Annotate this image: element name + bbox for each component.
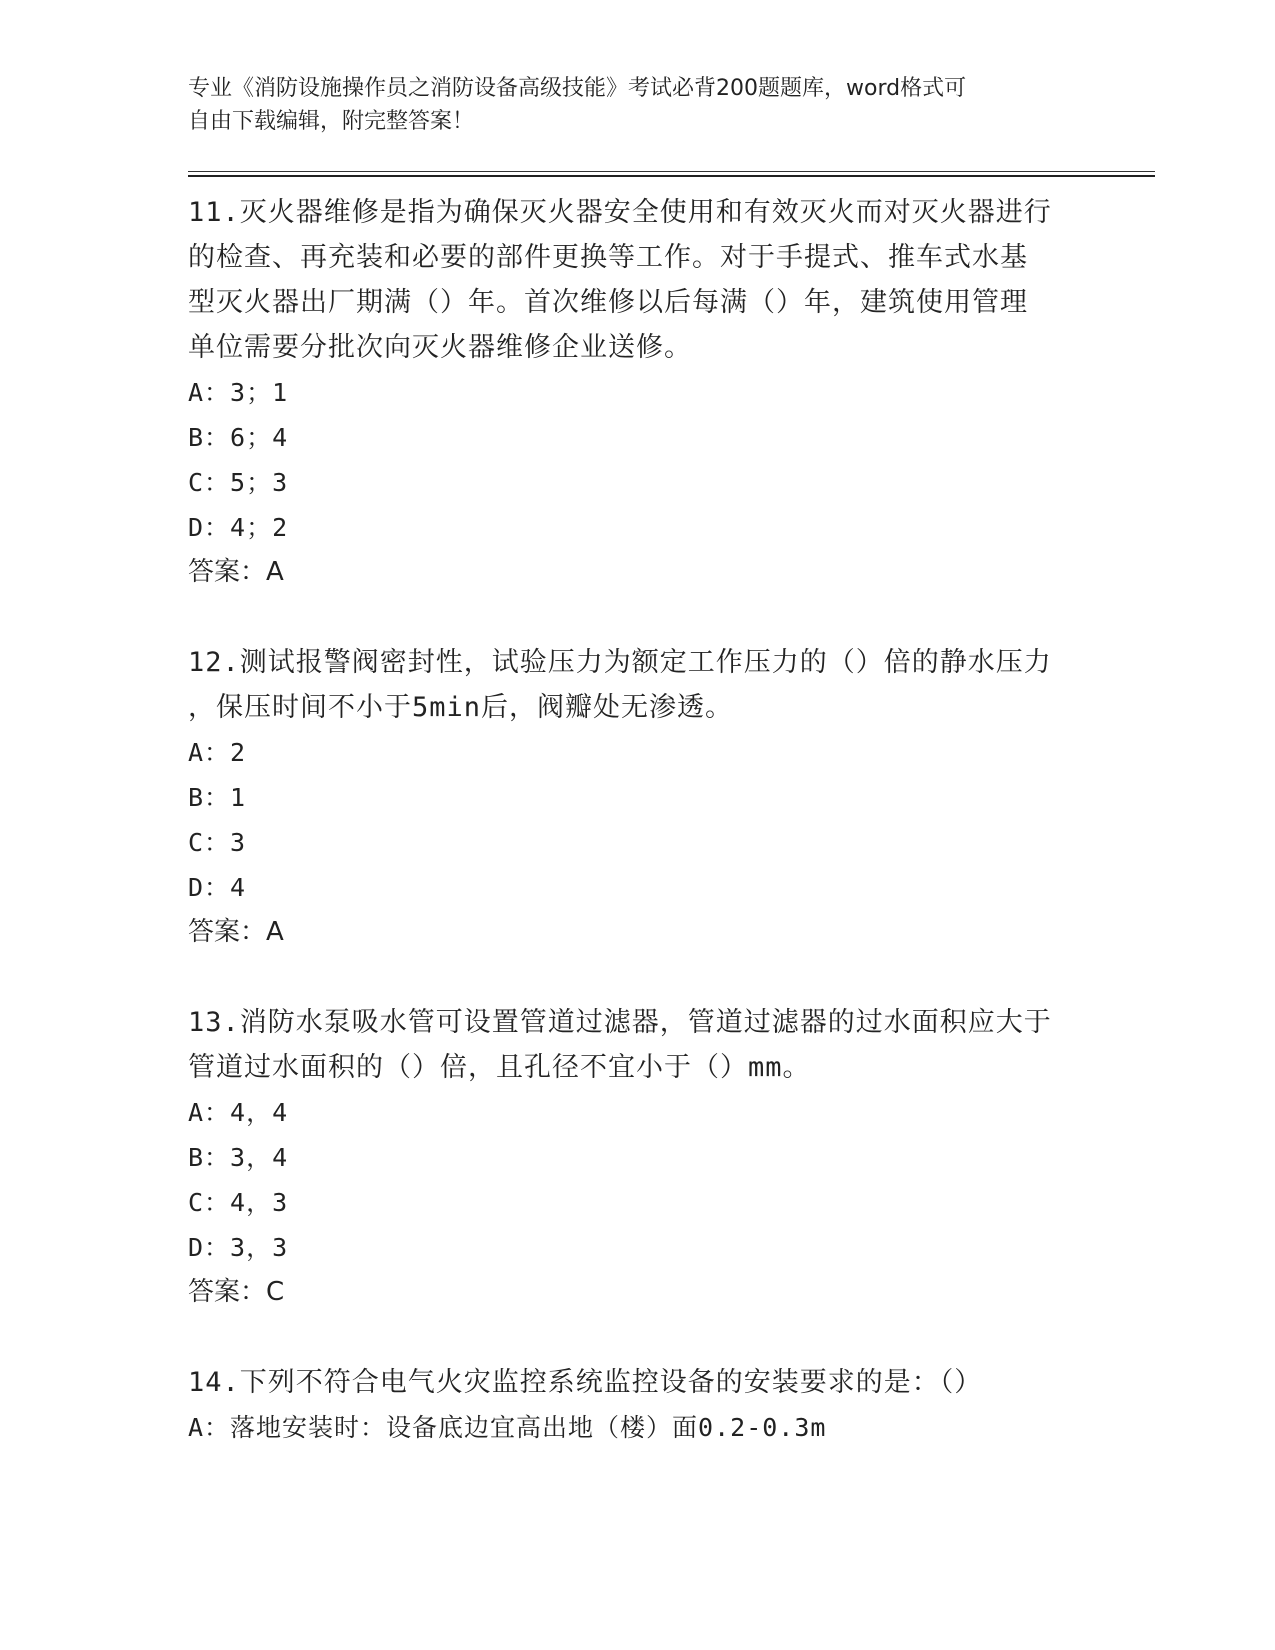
option-a: A：3；1 (188, 378, 289, 407)
answer-label: 答案：C (188, 1277, 285, 1307)
stem-line: 14.下列不符合电气火灾监控系统监控设备的安装要求的是：（） (188, 1367, 983, 1398)
question-14 (188, 1360, 1088, 1450)
header-line-1: 专业《消防设施操作员之消防设备高级技能》考试必背200题题库，word格式可 (188, 76, 967, 101)
answer-label: 答案：A (188, 557, 284, 587)
option-b: B：3，4 (188, 1143, 289, 1172)
option-a: A：4，4 (188, 1098, 289, 1127)
stem-line: 单位需要分批次向灭火器维修企业送修。 (188, 332, 692, 363)
stem-line: 11.灭火器维修是指为确保灭火器安全使用和有效灭火而对灭火器进行 (188, 197, 1052, 228)
header-line-2: 自由下载编辑，附完整答案！ (188, 109, 475, 134)
question-stem (188, 640, 1088, 730)
option-d: D：4；2 (188, 513, 289, 542)
stem-line: ，保压时间不小于5min后，阀瓣处无渗透。 (188, 692, 734, 723)
option-b: B：1 (188, 783, 247, 812)
question-stem (188, 190, 1088, 370)
option-c: C：4，3 (188, 1188, 289, 1217)
stem-line: 的检查、再充装和必要的部件更换等工作。对于手提式、推车式水基 (188, 242, 1028, 273)
question-stem (188, 1000, 1088, 1090)
question-12 (188, 640, 1088, 955)
option-c: C：5；3 (188, 468, 289, 497)
option-d: D：4 (188, 873, 247, 902)
stem-line: 型灭火器出厂期满（）年。首次维修以后每满（）年，建筑使用管理 (188, 287, 1028, 318)
header-divider-thin (188, 171, 1155, 172)
stem-line: 管道过水面积的（）倍，且孔径不宜小于（）mm。 (188, 1052, 811, 1083)
question-11 (188, 190, 1088, 595)
option-a: A：2 (188, 738, 247, 767)
header-divider-thick (188, 175, 1155, 177)
stem-line: 13.消防水泵吸水管可设置管道过滤器，管道过滤器的过水面积应大于 (188, 1007, 1052, 1038)
answer-label: 答案：A (188, 917, 284, 947)
question-list (188, 190, 1088, 1495)
option-b: B：6；4 (188, 423, 289, 452)
option-c: C：3 (188, 828, 247, 857)
stem-line: 12.测试报警阀密封性，试验压力为额定工作压力的（）倍的静水压力 (188, 647, 1052, 678)
question-13 (188, 1000, 1088, 1315)
option-d: D：3，3 (188, 1233, 289, 1262)
document-header (188, 72, 1088, 138)
option-a: A：落地安装时：设备底边宜高出地（楼）面0.2-0.3m (188, 1413, 827, 1442)
question-stem (188, 1360, 1088, 1405)
